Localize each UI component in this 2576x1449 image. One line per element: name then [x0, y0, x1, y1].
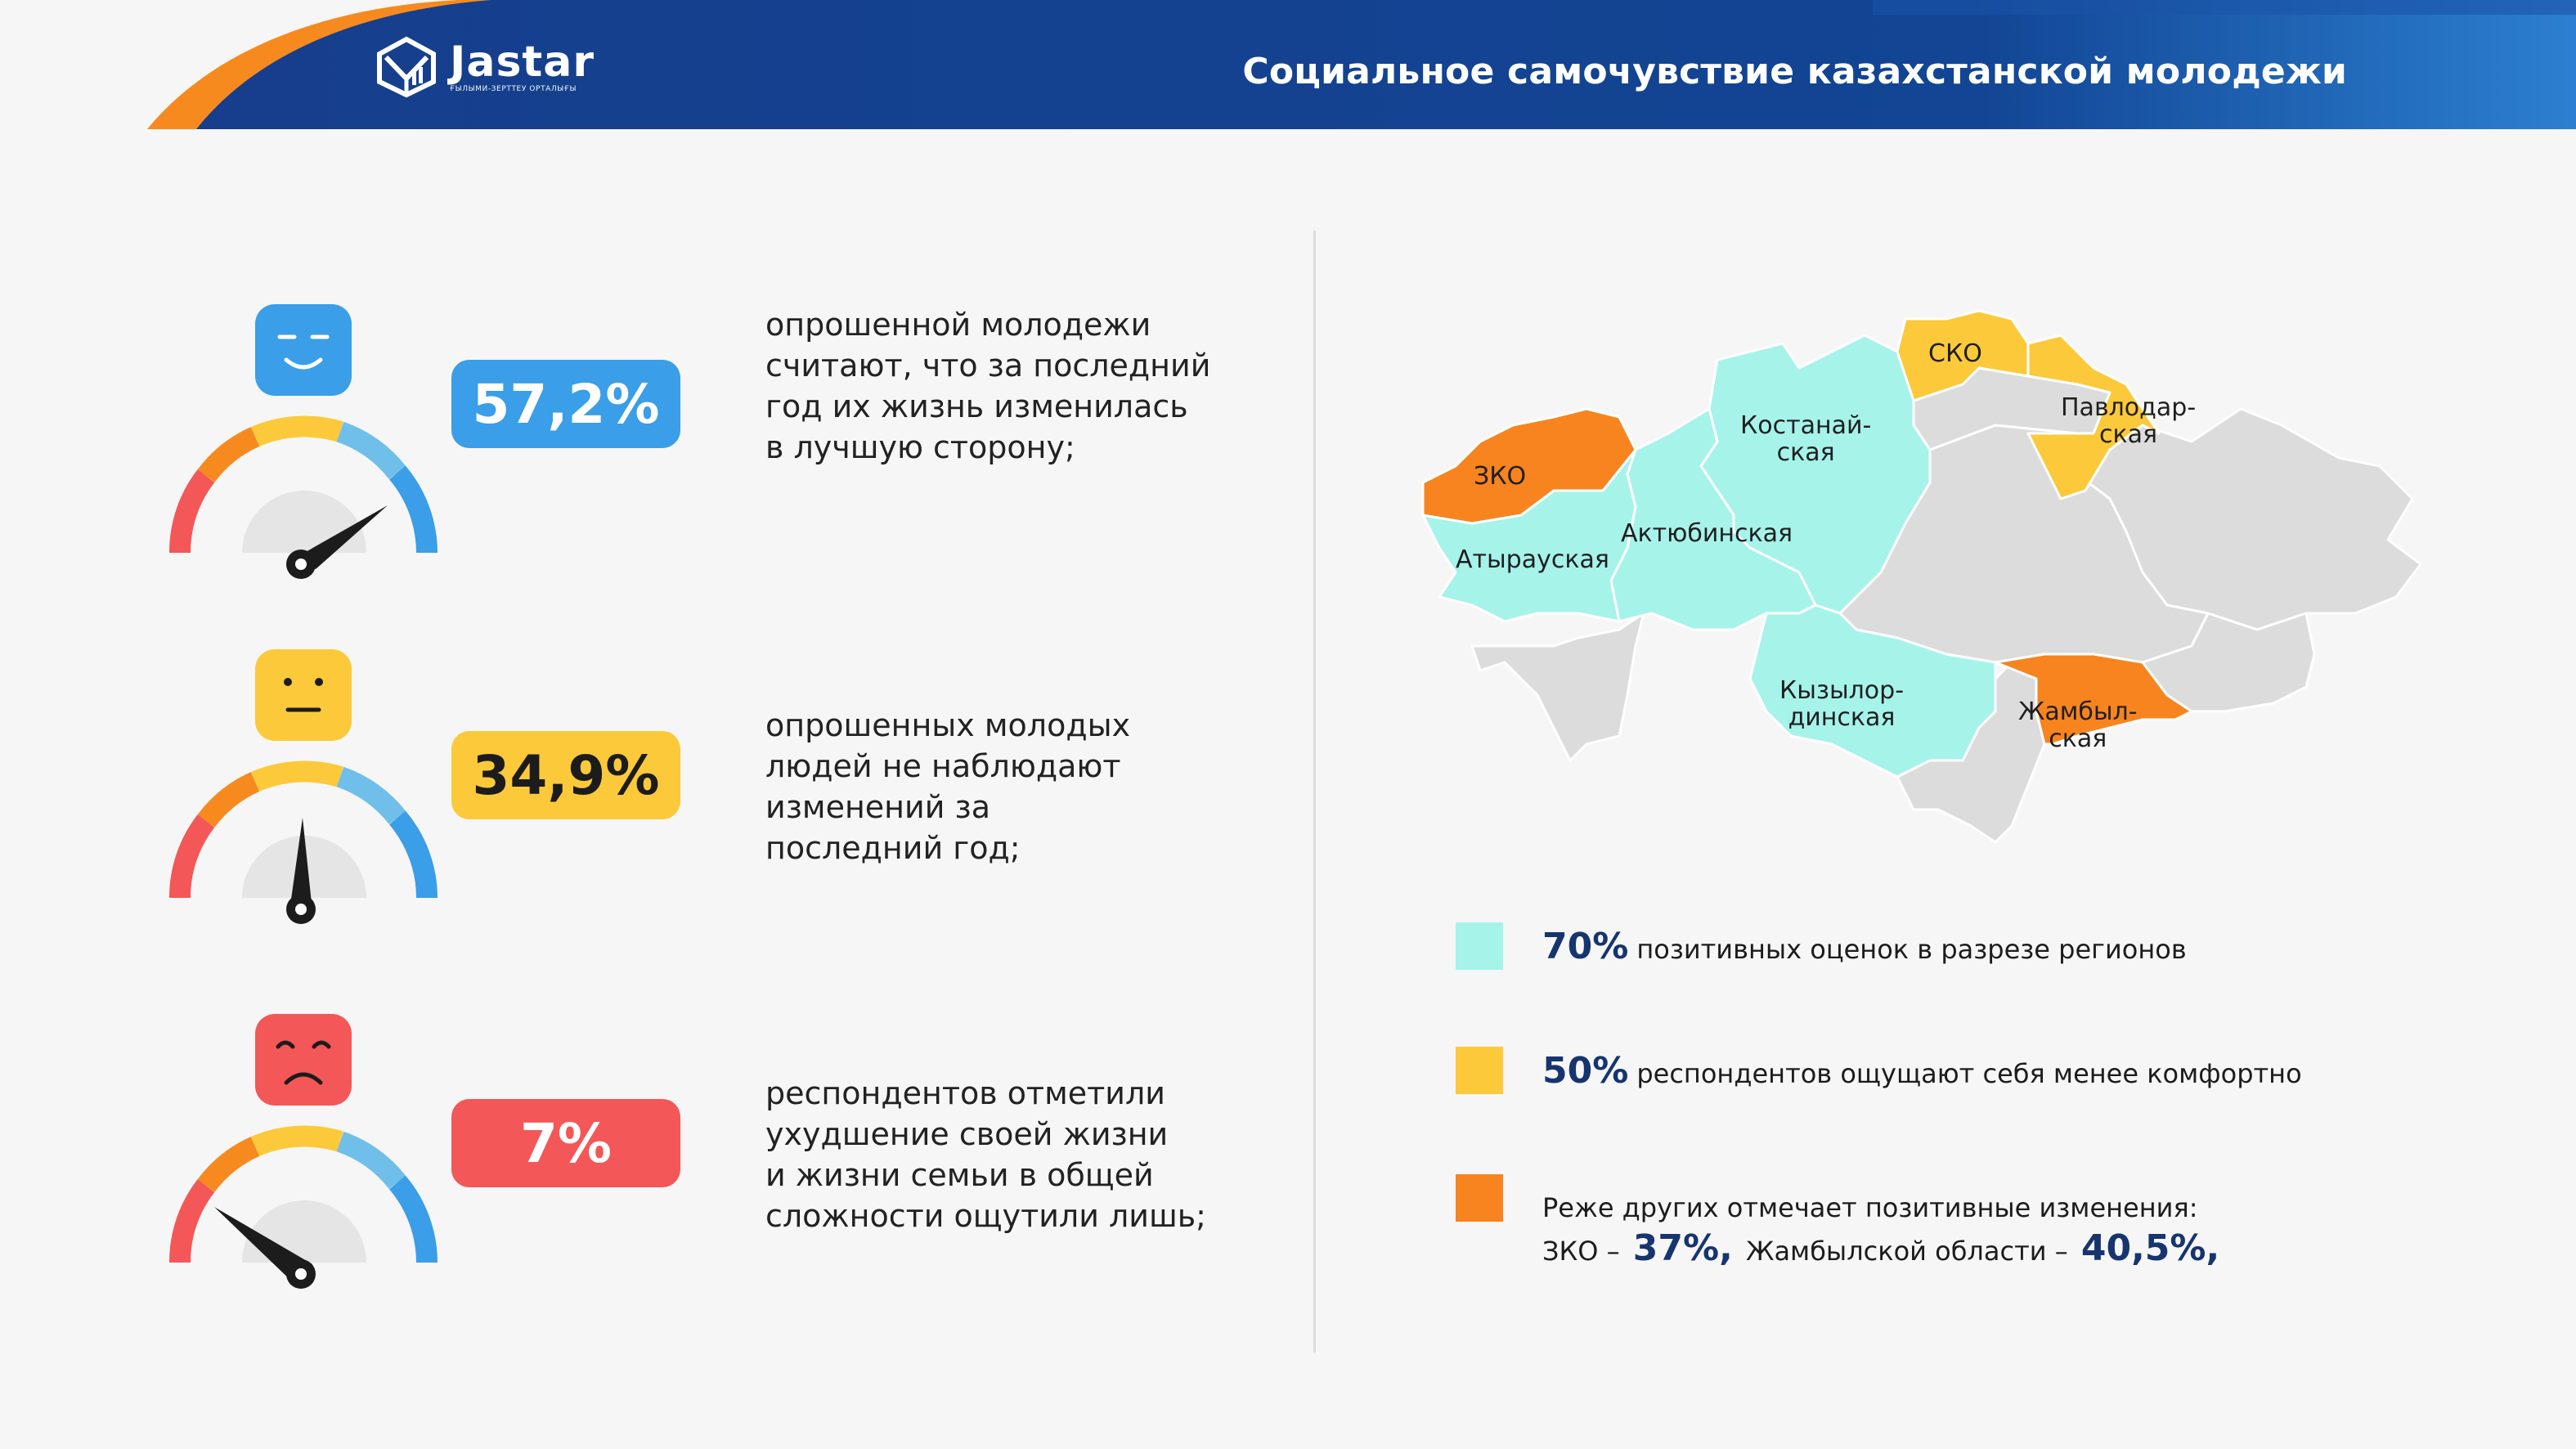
logo-hexagon-icon	[375, 36, 438, 98]
neutral-face-icon	[255, 649, 352, 741]
map-label-line: ская	[2049, 724, 2107, 753]
desc-line: считают, что за последний	[765, 348, 1211, 384]
legend-orange-line2	[1542, 1228, 2224, 1272]
stat-description-positive	[765, 304, 1223, 468]
map-label-line: Жамбыл-	[2018, 698, 2138, 726]
map-label-line: Павлодар-	[2061, 393, 2197, 422]
header-banner	[0, 0, 2576, 129]
gauge-negative	[164, 1125, 442, 1289]
legend-orange-zko-value: 37%,	[1632, 1227, 1733, 1269]
legend-orange-prefix: ЗКО –	[1542, 1236, 1620, 1267]
region-mangistau	[1472, 613, 1644, 760]
desc-line: в лучшую сторону;	[765, 429, 1075, 465]
desc-line: людей не наблюдают	[765, 748, 1121, 784]
legend-swatch-teal	[1456, 922, 1503, 970]
map-label-kyzylorda	[1779, 677, 1904, 731]
legend-row-teal	[1456, 922, 2187, 970]
map-label-aktobe: Актюбинская	[1621, 519, 1793, 548]
legend-text-orange	[1542, 1187, 2224, 1272]
stat-value-positive: 57,2%	[451, 360, 680, 448]
map-label-line: динская	[1788, 703, 1896, 732]
gauge-positive	[164, 415, 442, 579]
jastar-logo	[375, 36, 595, 98]
map-label-sko: СКО	[1928, 339, 1982, 368]
legend-swatch-orange	[1456, 1174, 1503, 1222]
legend-row-yellow	[1456, 1047, 2302, 1094]
happy-face-icon	[255, 304, 352, 396]
map-label-line: Кызылор-	[1779, 676, 1905, 705]
sad-face-icon	[255, 1014, 352, 1106]
stat-item-positive	[164, 304, 1227, 582]
desc-line: и жизни семьи в общей	[765, 1157, 1154, 1193]
map-label-line: Костанай-	[1740, 411, 1872, 440]
kazakhstan-region-map	[1407, 303, 2437, 891]
legend-text-teal	[1542, 926, 2187, 967]
desc-line: год их жизнь изменилась	[765, 388, 1188, 424]
desc-line: опрошенной молодежи	[765, 307, 1151, 343]
desc-line: респондентов отметили	[765, 1075, 1165, 1111]
map-shapes	[1407, 303, 2437, 891]
legend-row-orange	[1456, 1174, 1503, 1222]
logo-name: Jastar	[450, 38, 595, 87]
stat-description-neutral	[765, 705, 1223, 868]
stat-value-negative: 7%	[451, 1099, 680, 1187]
map-label-line: ская	[2099, 420, 2158, 449]
map-label-zhambyl	[2018, 698, 2138, 752]
map-label-zko: ЗКО	[1474, 462, 1527, 491]
page-title: Социальное самочувствие казахстанской молодежи	[1242, 51, 2347, 92]
desc-line: сложности ощутили лишь;	[765, 1198, 1206, 1234]
map-label-kostanay	[1740, 412, 1871, 466]
gauge-neutral	[164, 760, 442, 924]
legend-swatch-yellow	[1456, 1047, 1503, 1094]
desc-line: опрошенных молодых	[765, 707, 1131, 743]
map-label-pavlodar	[2061, 394, 2196, 448]
stat-description-negative	[765, 1073, 1223, 1236]
desc-line: изменений за	[765, 789, 990, 825]
column-divider	[1313, 231, 1316, 1353]
legend-value-yellow: 50%	[1542, 1049, 1629, 1092]
legend-label-yellow: респондентов ощущают себя менее комфортно	[1636, 1057, 2302, 1089]
logo-subtitle: ҒЫЛЫМИ-ЗЕРТТЕУ ОРТАЛЫҒЫ	[450, 85, 577, 93]
desc-line: ухудшение своей жизни	[765, 1116, 1169, 1152]
legend-text-yellow	[1542, 1050, 2302, 1092]
stat-item-negative	[164, 1014, 1227, 1292]
legend-value-teal: 70%	[1542, 925, 1629, 967]
legend-label-teal: позитивных оценок в разрезе регионов	[1636, 933, 2187, 965]
stat-value-neutral: 34,9%	[451, 731, 680, 819]
legend-orange-line1: Реже других отмечает позитивные изменения:	[1542, 1192, 2198, 1223]
desc-line: последний год;	[765, 830, 1021, 866]
stat-item-neutral	[164, 649, 1227, 927]
map-label-line: ская	[1776, 438, 1835, 467]
legend-orange-zhambyl-value: 40,5%,	[2080, 1227, 2220, 1269]
map-label-atyrau: Атырауская	[1456, 545, 1609, 574]
legend-orange-middle: Жамбылской области –	[1745, 1236, 2068, 1267]
